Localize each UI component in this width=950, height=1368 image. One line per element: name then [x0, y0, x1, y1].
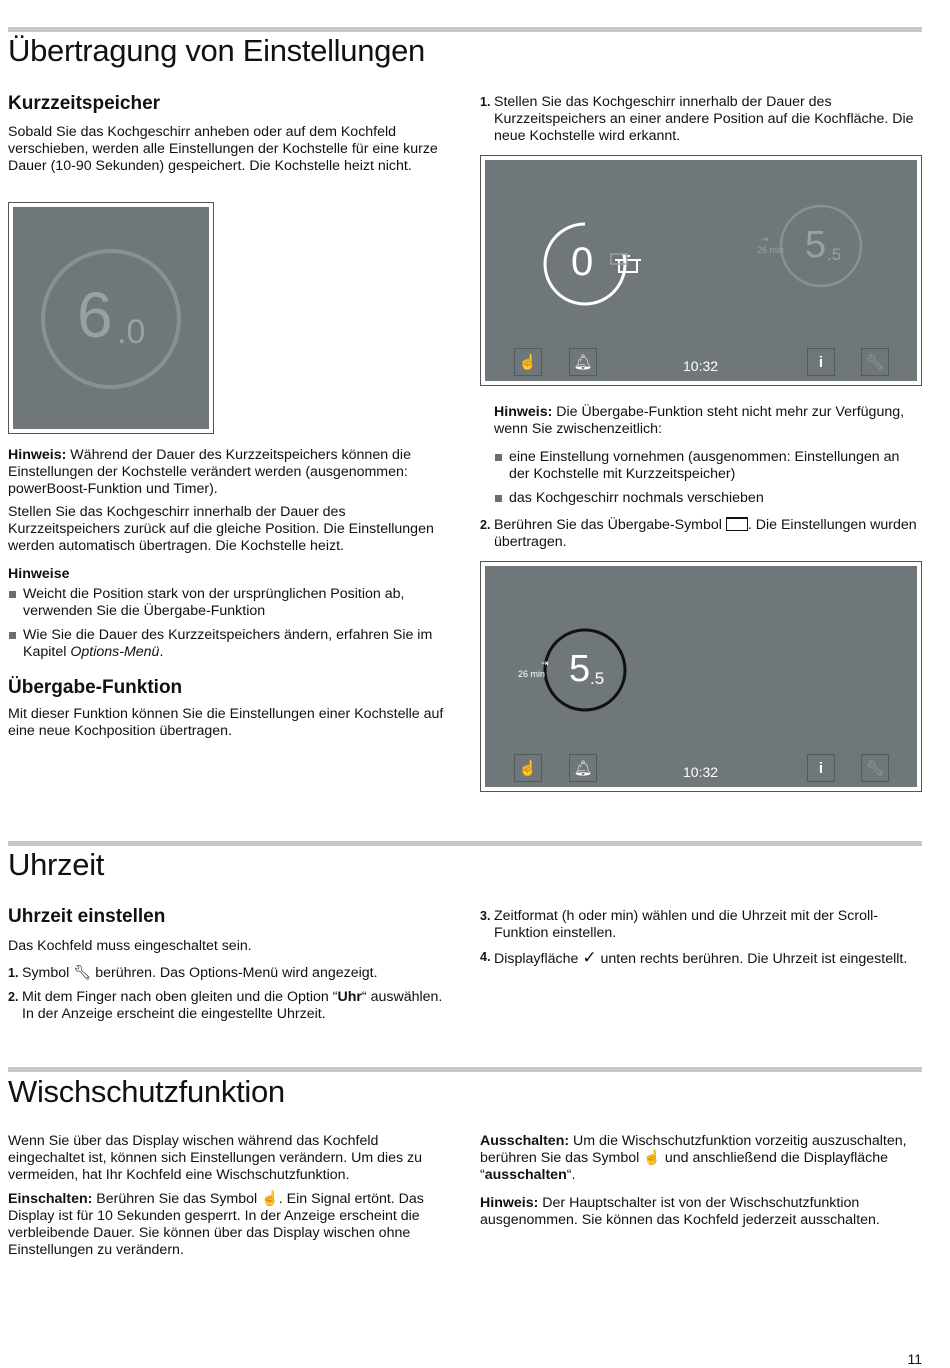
display-image-1 — [8, 202, 214, 434]
step-1: 1. Symbol 🔧︎ berühren. Das Options-Menü wird angezeigt. — [8, 965, 378, 981]
step-2: 2. Mit dem Finger nach oben gleiten und die Option “Uhr“ auswählen. In der Anzeige erscheint die eingestellte Uhrzeit. — [8, 989, 443, 1022]
bell-icon[interactable]: 🔔︎ — [569, 754, 597, 782]
timer-arrow-icon: ⇥ — [761, 234, 769, 244]
wipe-protection-icon: ☝ — [643, 1150, 661, 1166]
kurzzeitspeicher-text: Sobald Sie das Kochgeschirr anheben oder auf dem Kochfeld verschieben, werden alle Einstellungen der Kochstelle für eine kurze Dauer (10-90 Sekunden) gespeichert. Die Kochstelle heizt nicht. — [8, 124, 438, 174]
list-item: Weicht die Position stark von der ursprünglichen Position ab, verwenden Sie die Übergabe-Funktion — [8, 586, 458, 620]
page-number: 11 — [907, 1351, 922, 1367]
display3-graphics — [485, 566, 917, 787]
wrench-icon: 🔧︎ — [73, 965, 92, 981]
section-rule — [8, 841, 922, 846]
list-item: Wie Sie die Dauer des Kurzzeitspeichers ändern, erfahren Sie im Kapitel Options-Menü. — [8, 627, 458, 661]
timer-label: 26 min — [518, 669, 546, 679]
step-4: 4. Displayfläche ✓ unten rechts berühren. Die Uhrzeit ist eingestellt. — [480, 948, 908, 967]
heading-uebergabe: Übergabe-Funktion — [8, 677, 183, 698]
step-1: 1. Stellen Sie das Kochgeschirr innerhalb der Dauer des Kurzzeitspeichers an einer andere Position auf die Kochfläche. Die neue Kochstelle wird erkannt. — [480, 94, 914, 144]
transfer-pot-icon — [726, 517, 748, 531]
para-stellen: Stellen Sie das Kochgeschirr innerhalb der Dauer des Kurzzeitspeichers zurück auf die gleiche Position. Die Einstellungen werden automatisch übertragen. Die Kochstelle heizt. — [8, 504, 434, 554]
clock-display[interactable]: 10:32 — [683, 358, 719, 374]
uebergabe-text: Mit dieser Funktion können Sie die Einstellungen einer Kochstelle auf eine neue Kochposition übertragen. — [8, 706, 444, 739]
wisch-intro: Wenn Sie über das Display wischen während das Kochfeld eingechaltet ist, können sich Einstellungen verändern. Um dies zu vermeiden, hat Ihr Kochfeld eine Wischschutzfunktion. — [8, 1133, 423, 1183]
zero-level: 0 — [571, 240, 594, 284]
timer-arrow-icon: ⇥ — [541, 658, 549, 668]
display-image-2 — [480, 155, 922, 386]
wisch-hinweis: Hinweis: Der Hauptschalter ist von der Wischschutzfunktion ausgenommen. Sie können das Kochfeld jederzeit ausschalten. — [480, 1195, 880, 1228]
list-item: das Kochgeschirr nochmals verschieben — [494, 490, 922, 507]
transfer-pot-icon — [609, 252, 643, 278]
list-item: eine Einstellung vornehmen (ausgenommen: Einstellungen an der Kochstelle mit Kurzzeitspeicher) — [494, 449, 922, 483]
bell-icon[interactable]: 🔔︎ — [569, 348, 597, 376]
clock-display[interactable]: 10:32 — [683, 764, 719, 780]
power-level-big: 5 — [569, 648, 591, 690]
checkmark-icon: ✓ — [582, 948, 597, 967]
options-menu-link: Options-Menü — [70, 644, 160, 660]
hinweis-2: Hinweis: Die Übergabe-Funktion steht nicht mehr zur Verfügung, wenn Sie zwischenzeitlich: — [494, 404, 905, 437]
display-screen — [485, 160, 917, 381]
hinweis-1: Hinweis: Während der Dauer des Kurzzeitspeichers können die Einstellungen der Kochstelle verändert werden (ausgenommen: powerBoost-Funktion und Timer). — [8, 447, 411, 497]
heading-kurzzeitspeicher: Kurzzeitspeicher — [8, 93, 161, 114]
display-image-3 — [480, 561, 922, 792]
section-title-wisch: Wischschutzfunktion — [8, 1074, 285, 1109]
wrench-icon[interactable]: 🔧︎ — [861, 754, 889, 782]
power-level-small: .5 — [827, 245, 842, 264]
wipe-protection-icon[interactable]: ☝ — [514, 348, 542, 376]
wisch-ausschalten: Ausschalten: Um die Wischschutzfunktion vorzeitig auszuschalten, berühren Sie das Symbol ☝ und anschließend die Displayfläche “ausschalten“. — [480, 1133, 907, 1183]
display2-graphics — [485, 160, 917, 381]
timer-label: 26 min — [757, 245, 785, 255]
section-rule — [8, 27, 922, 32]
step-3: 3. Zeitformat (h oder min) wählen und die Uhrzeit mit der Scroll-Funktion einstellen. — [480, 908, 878, 941]
wrench-icon[interactable]: 🔧︎ — [861, 348, 889, 376]
display-screen — [13, 207, 209, 429]
section-title-uhrzeit: Uhrzeit — [8, 847, 105, 882]
info-icon[interactable]: i — [807, 348, 835, 376]
wisch-einschalten: Einschalten: Berühren Sie das Symbol ☝. Ein Signal ertönt. Das Display ist für 10 Sekunden gesperrt. In der Anzeige erscheint die verbleibende Dauer. Sie können über das Display wischen ohne Einstellungen zu verändern. — [8, 1191, 424, 1258]
power-level-big: 6 — [77, 279, 113, 351]
section-rule — [8, 1067, 922, 1072]
display-screen — [485, 566, 917, 787]
heading-uhrzeit-einstellen: Uhrzeit einstellen — [8, 906, 166, 927]
wipe-protection-icon: ☝ — [261, 1191, 279, 1207]
section-title-uebertragung: Übertragung von Einstellungen — [8, 33, 425, 68]
power-level-small: .5 — [590, 669, 605, 688]
power-level-small: .0 — [117, 313, 146, 351]
step-2: 2. Berühren Sie das Übergabe-Symbol . Die Einstellungen wurden übertragen. — [480, 517, 917, 550]
wipe-protection-icon[interactable]: ☝ — [514, 754, 542, 782]
hinweise-label: Hinweise — [8, 566, 70, 582]
info-icon[interactable]: i — [807, 754, 835, 782]
uhrzeit-intro: Das Kochfeld muss eingeschaltet sein. — [8, 938, 252, 954]
power-level-big: 5 — [805, 224, 827, 266]
